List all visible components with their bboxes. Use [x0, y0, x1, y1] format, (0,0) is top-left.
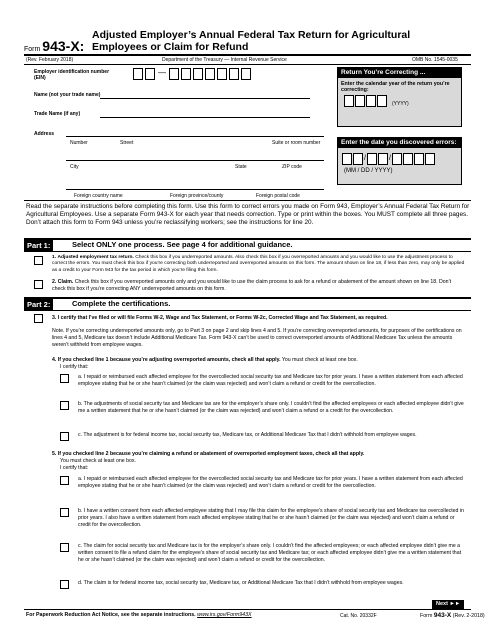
entity-rule — [24, 200, 471, 201]
item2-num: 2. — [52, 279, 57, 285]
item2-text — [52, 279, 466, 293]
note-text: Note. If you’re correcting underreported amounts only, go to Part 3 on page 2 and skip lines 4 and 5. If you’re correcting overreported amounts, for purposes of the certifications on lines 4 and 5, Medicare tax doesn’t include Additional Medicare Tax. Form 943-X can’t be used to correct overreported amounts of Additional Medicare Tax unless the amounts weren’t withheld from employee wages. — [52, 328, 462, 348]
title-line1: Adjusted Employer’s Annual Federal Tax Return for Agricultural — [92, 29, 411, 41]
item1-body: Check this box if you underreported amounts. Also check this box if you overreported amounts and you would like to use the adjustment process to correct the errors. You must check this box if you’re correcting both underreported and overreported amounts on this form. The amount shown on line 18, if less than zero, may only be applied as a credit to your Form 943 for the tax period in which you’re filing this form. — [52, 255, 465, 273]
certify-w2-checkbox[interactable] — [34, 314, 43, 323]
date-discovered-panel — [337, 137, 462, 185]
item4-heading — [52, 357, 466, 364]
item5-sub: You must check at least one box. — [60, 458, 136, 464]
item4a-text: a. I repaid or reimbursed each affected employee for the overcollected social security tax and Medicare tax for prior years. I have a written statement from each affected employee stating that he or she hasn’t claimed (or the claim was rejected) and won’t claim a refund or credit for the overcollection. — [78, 374, 463, 387]
part2-title: Complete the certifications. — [72, 299, 171, 308]
date-field[interactable] — [342, 153, 461, 165]
process-claim-checkbox[interactable] — [34, 280, 43, 289]
part2-label: Part 2: — [24, 299, 53, 310]
return-correcting-header: Return You’re Correcting ... — [338, 68, 461, 78]
part2-rule-2 — [24, 310, 471, 311]
date-digit[interactable] — [367, 153, 377, 165]
date-digit[interactable] — [353, 153, 363, 165]
address-street-field[interactable] — [66, 136, 324, 137]
form-url-link[interactable]: www.irs.gov/Form943X — [197, 612, 252, 618]
part1-title: Select ONLY one process. See page 4 for additional guidance. — [72, 240, 293, 249]
date-digit[interactable] — [378, 153, 388, 165]
item4-head: 4. If you checked line 1 because you’re adjusting overreported amounts, check all that apply. — [52, 357, 281, 363]
form-number-text: 943-X: — [42, 38, 85, 54]
department: Department of the Treasury — Internal Revenue Service — [162, 57, 287, 63]
name-label-text: Name (not your trade name) — [34, 92, 101, 98]
item3-text: 3. I certify that I’ve filed or will file Forms W-2, Wage and Tax Statement, or Forms W-2c, Corrected Wage and Tax Statement, as required. — [52, 315, 388, 321]
ein-digit[interactable] — [229, 68, 239, 80]
privacy-text: For Paperwork Reduction Act Notice, see the separate instructions. — [26, 612, 196, 618]
item1-text — [52, 255, 466, 274]
item1-num: 1. — [52, 255, 57, 260]
item2-bold: Claim. — [57, 279, 74, 285]
foreign-country-label: Foreign country name — [74, 193, 123, 199]
year-field[interactable] — [344, 95, 461, 107]
form-number — [24, 38, 84, 55]
date-discovered-header: Enter the date you discovered errors: — [338, 138, 461, 148]
form-title — [92, 29, 410, 53]
omb-number: OMB No. 1545-0035 — [412, 57, 458, 63]
item4b-checkbox[interactable] — [60, 401, 69, 410]
date-digit[interactable] — [342, 153, 352, 165]
year-digit[interactable] — [355, 95, 365, 107]
foreign-postal-label: Foreign postal code — [256, 193, 300, 199]
item5c-checkbox[interactable] — [60, 543, 69, 552]
item5b-checkbox[interactable] — [60, 508, 69, 517]
part1-rule-2 — [24, 251, 471, 252]
yyyy-hint: (YYYY) — [392, 101, 409, 108]
ein-digit[interactable] — [241, 68, 251, 80]
cat-number: Cat. No. 20332F — [340, 613, 377, 619]
year-digit[interactable] — [344, 95, 354, 107]
date-digit[interactable] — [414, 153, 424, 165]
part1-label: Part 1: — [24, 240, 53, 251]
item5-head: 5. If you checked line 2 because you’re claiming a refund or abatement of overreported employment taxes, check all that apply. — [52, 451, 365, 457]
item5d-text: d. The claim is for federal income tax, social security tax, Medicare tax, or Additional Medicare Tax that I didn’t withhold from employee wages. — [78, 580, 404, 586]
year-prompt: Enter the calendar year of the return you’re correcting: — [341, 80, 450, 94]
number-label: Number — [70, 140, 88, 146]
privacy-notice — [26, 612, 252, 618]
item4c-checkbox[interactable] — [60, 432, 69, 441]
ein-digit[interactable] — [169, 68, 179, 80]
footer-rule — [24, 609, 471, 610]
date-format: (MM / DD / YYYY) — [344, 167, 393, 174]
name-label — [34, 92, 100, 98]
ein-digit[interactable] — [133, 68, 143, 80]
zip-label: ZIP code — [282, 164, 302, 170]
name-field[interactable] — [100, 98, 310, 99]
item5c-text: c. The claim for social security tax and Medicare tax is for the employer’s share only. I couldn’t find the affected employees; or each affected employee didn’t give me a written consent to file a refund claim for the employee’s share of social security tax and Medicare tax; or each affected employee didn’t give me a written statement that he or she hasn’t claimed (or the claim was rejected) and won’t claim a refund or credit for the overcollection. — [78, 543, 462, 563]
footer-form-word: Form — [420, 613, 433, 619]
address-label: Address — [34, 131, 55, 137]
footer-form-id — [420, 612, 485, 620]
item2-body: Check this box if you overreported amounts only and you would like to use the claim process to ask for a refund or abatement of the amount shown on line 18. Don’t check this box if you’re correcting ANY underreported amounts on this form. — [52, 279, 452, 292]
header-rule — [24, 54, 471, 56]
item4-head-tail: You must check at least one box. — [281, 357, 358, 363]
date-digit[interactable] — [403, 153, 413, 165]
trade-name-field[interactable] — [100, 117, 310, 118]
date-slash: / — [388, 154, 391, 162]
year-digit[interactable] — [366, 95, 376, 107]
ein-digit[interactable] — [205, 68, 215, 80]
ein-digit[interactable] — [217, 68, 227, 80]
ein-field[interactable] — [133, 68, 251, 80]
ein-digit[interactable] — [193, 68, 203, 80]
header-rule-2 — [24, 64, 471, 65]
ein-label: Employer identification number — [34, 69, 110, 75]
date-digit[interactable] — [425, 153, 435, 165]
address-city-field[interactable] — [66, 160, 324, 161]
title-line2: Employees or Claim for Refund — [92, 41, 249, 54]
ein-digit[interactable] — [181, 68, 191, 80]
item5a-checkbox[interactable] — [60, 476, 69, 485]
footer-form-no: 943-X — [433, 612, 452, 619]
trade-label: Trade Name (if any) — [34, 111, 81, 117]
date-slash: / — [364, 154, 366, 162]
address-foreign-field[interactable] — [66, 189, 324, 190]
footer-rev: (Rev. 2-2018) — [452, 613, 485, 619]
form-word: Form — [24, 46, 41, 53]
city-label: City — [70, 164, 79, 170]
ein-digit[interactable] — [145, 68, 155, 80]
street-label: Street — [120, 140, 134, 146]
next-page-button[interactable]: Next ►► — [432, 600, 464, 609]
state-label: State — [235, 164, 247, 170]
item1-bold: Adjusted employment tax return. — [57, 255, 134, 260]
item4c-text: c. The adjustment is for federal income tax, social security tax, Medicare tax, or Additional Medicare Tax that I didn’t withhold from employee wages. — [78, 432, 417, 438]
rev-date: (Rev. February 2018) — [26, 57, 74, 63]
suite-label: Suite or room number — [272, 140, 321, 146]
return-correcting-panel — [337, 67, 462, 127]
date-digit[interactable] — [392, 153, 402, 165]
item4a-checkbox[interactable] — [60, 374, 69, 383]
item4b-text: b. The adjustments of social security tax and Medicare tax are for the employer’s share only. I couldn’t find the affected employees or each affected employee didn’t give me a written statement that he or she hasn’t claimed (or the claim was rejected) and won’t claim a refund or a credit for the overcollection. — [78, 401, 464, 414]
item5b-text: b. I have a written consent from each affected employee stating that I may file this claim for the employee’s share of social security tax and Medicare tax overcollected in prior years. I also have a written statement from each affected employee stating that he or she hasn’t claimed (or the claim was rejected) and won’t claim a refund or credit for the overcollection. — [78, 508, 464, 528]
item5-certify: I certify that: — [60, 465, 89, 471]
year-digit[interactable] — [377, 95, 387, 107]
process-adjusted-checkbox[interactable] — [34, 256, 43, 265]
item4-certify: I certify that: — [60, 364, 89, 370]
ein-dash: — — [158, 68, 166, 77]
item5d-checkbox[interactable] — [60, 580, 69, 589]
item5a-text: a. I repaid or reimbursed each affected employee for the overcollected social security tax and Medicare tax for prior years. I have a written statement from each affected employee stating that he or she hasn’t claimed (or the claim was rejected) and won’t claim a refund or credit for the overcollection. — [78, 476, 463, 489]
foreign-province-label: Foreign province/county — [170, 193, 224, 199]
intro-text: Read the separate instructions before completing this form. Use this form to correct errors you made on Form 943, Employer’s Annual Federal Tax Return for Agricultural Employees. Use a separate Form 943-X for each year that needs correction. Type or print within the boxes. You MUST complete all three pages. Don’t attach this form to Form 943 unless you’re reclassifying workers; see the instructions for line 20. — [26, 203, 470, 226]
ein-sub: (EIN) — [34, 75, 46, 81]
